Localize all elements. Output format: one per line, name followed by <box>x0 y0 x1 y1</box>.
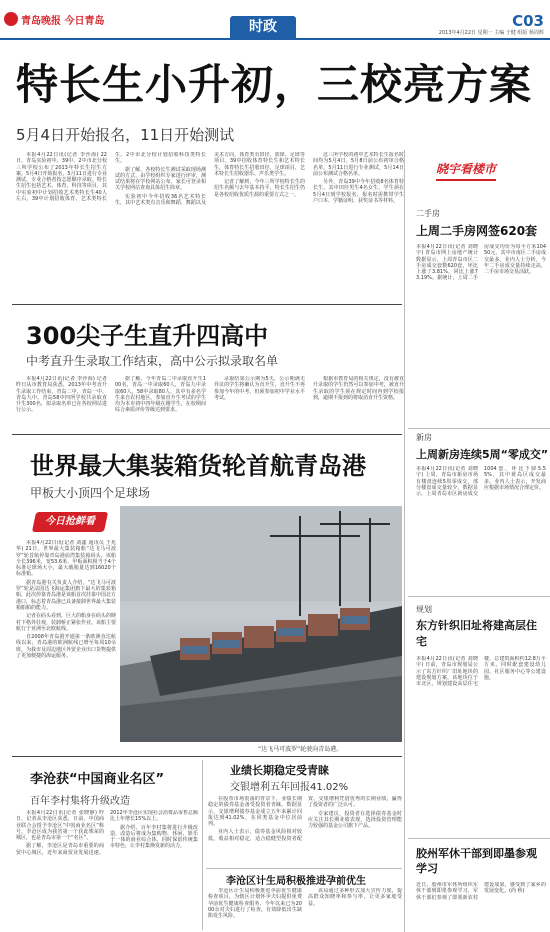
story6-headline: 李沧区计生局积极推进孕前优生 <box>226 876 366 887</box>
logo-text: 青岛晚报 今日青岛 <box>21 15 105 27</box>
story4-subheadline: 百年李村集将升级改造 <box>30 796 130 807</box>
story1-headline: 特长生小升初，三校亮方案 <box>16 60 533 109</box>
story5-para: 业内人士表示，债券基金风险相对较低，收益相对稳定，适合稳健型投资者配置。交银增利凭借优秀的长期业绩，赢得了投资者的广泛认可。 <box>208 796 402 842</box>
section-rule <box>12 756 402 757</box>
sidebar-headline-text: 东方针织旧址将建高层住宅 <box>416 619 537 648</box>
story3-para: 本报4月22日讯(记者 刘鑫 通讯员 王兆华) 21日，世界最大集装箱船“达飞马可波罗”轮首航停靠青岛港前湾集装箱码头。该船全长396米，宽53.6米，甲板面积相当于4个标准足球场大小，最大载箱量达到16020个标准箱。 <box>16 540 116 578</box>
masthead <box>0 0 550 38</box>
story5-subheadline: 交银增利五年回报41.02% <box>230 782 349 793</box>
story3-para: 据青岛港有关负责人介绍，“达飞马可波罗”轮是法国达飞海运集团旗下最大的集装箱船，此次停靠青岛港是该船首次挂靠中国北方港口，标志着青岛港已具备接卸世界最大集装箱船舶的能力。 <box>16 579 116 611</box>
section-rule <box>12 304 402 305</box>
story1-body <box>16 152 404 302</box>
story1-para: 本报4月22日讯(记者 李沙海) 22日，青岛实验初中、39中、2中市北分校三所学校公布了2013年特长生招生方案。5月4日开始报名，5月11日进行专业测试，专业合格者按志愿顺序录取。特长生招生包括艺术、体育、科技等项目，其中实验初中计划招收艺术类特长生40人左右，39中计划招收体育、艺术类特长生。2中市北分校计划招收科技类特长生。 <box>16 152 206 203</box>
sidebar-body: 本报4月22日讯(记者 刘晓宇) 日前，青岛市规划局公示了东方针织厂旧址地块的建设规划方案，该地块位于市北区，规划建设高层住宅楼，总建筑面积约12.8万平方米，同时配套建设幼儿园、社区服务中心等公建设施。 <box>416 656 546 688</box>
newspaper-logo <box>4 11 104 27</box>
column-divider <box>202 760 203 930</box>
logo-icon <box>4 12 18 26</box>
story6-para: 该局通过多种形式加大宣传力度，提高群众知晓率和参与率，让更多家庭受益。 <box>308 888 402 907</box>
section-rule <box>206 868 402 869</box>
story5-headline: 业绩长期稳定受青睐 <box>230 764 329 777</box>
sidebar-body: 近日，胶州市军休所组织军休干部到即墨参观学习，军休干部们参观了即墨新农村建设成果，感受到了家乡的发展变化。(尚 秋) <box>416 882 546 901</box>
sidebar-headline <box>416 618 546 650</box>
sidebar-body: 本报4月22日讯(记者 刘晓宇) 青岛市网上房地产统计数据显示，上周青岛市区二手房成交套数620套，环比上涨了3.81%，同比上涨73.19%。据统计，上周二手房成交均价为每平方米10450元，其中市南区二手房成交最多。业内人士分析，今年二手房成交量持续走高，二手房市场交易活跃。 <box>416 244 546 282</box>
story6-body <box>208 888 402 930</box>
ship-illustration <box>120 506 402 742</box>
story4-para: 据了解，李沧区是青岛市重要的商贸中心城区，近年来商贸业发展迅速。2012年李沧区实现社会消费品零售总额比上年增长15%以上。 <box>16 810 198 856</box>
story3-headline: 世界最大集装箱货轮首航青岛港 <box>30 452 366 480</box>
brand-tag-text: 今日抢鲜看 <box>45 516 95 527</box>
story3-para: 记者在码头看到，巨大的船身在码头的映衬下格外壮观，装卸桥正紧张作业。该船主要航行于亚洲至北欧航线。 <box>16 613 116 632</box>
story4-headline: 李沧获“中国商业名区” <box>30 772 165 787</box>
column-logo <box>436 160 516 194</box>
story1-para: 记者了解到，今年三所学校特长生的招生名额与去年基本持平，特长生招生仍是各校招收优质生源的重要方式之一。 <box>214 179 305 198</box>
section-label: 时政 <box>249 19 277 35</box>
section-rule <box>12 434 402 435</box>
story2-subheadline: 中考直升生录取工作结束，高中公示拟录取名单 <box>26 354 279 368</box>
story2-para: 本报4月22日讯(记者 李沙海) 记者昨日从市教育局获悉，2013年中考直升生录取工作结束，青岛二中、青岛一中、青岛九中、青岛58中四所学校共录取直升生300名，拟录取名单已在各校网站进行公示。 <box>16 376 107 414</box>
sidebar-rule <box>408 428 550 429</box>
sidebar-body: 本报4月22日讯(记者 刘晓宇) 上周，青岛市新房市场有楼盘连续5周零成交，部分楼盘成交量较少。数据显示，上周青岛市区新房成交1004套，环比下降5.55%，其中黄岛区成交最多。业内人士表示，开发商应根据市场情况合理定价。 <box>416 466 546 498</box>
story5-body <box>208 796 402 866</box>
story4-para: 据介绍，百年李村集将进行升级改造，改造后将成为集购物、休闲、娱乐于一体的商业综合体，同时保留传统集市特色，让李村集焕发新的活力。 <box>110 824 198 850</box>
sidebar-kicker: 二手房 <box>416 209 440 218</box>
ship-photo <box>120 506 402 742</box>
story4-para: 本报4月22日讯(记者 张晓静) 昨日，记者从李沧区获悉，日前，中国商业联合会授予李沧区“中国商业名区”称号。李沧区成为我省第一个获此殊荣的城区，也是青岛市第一个“名区”。 <box>16 810 104 842</box>
story1-subheadline: 5月4日开始报名，11日开始测试 <box>16 126 235 144</box>
story5-para: 专家建议，投资者在选择债券基金时应关注其长期业绩表现，选择投资管理能力较强的基金公司旗下产品。 <box>308 810 402 830</box>
sidebar-headline: 上周新房连续5周“零成交” <box>416 448 549 461</box>
sidebar-headline-text: 胶州军休干部到即墨参观学习 <box>416 847 537 875</box>
story2-body <box>16 376 404 428</box>
column-logo-text: 晓宇看楼市 <box>436 162 497 176</box>
story2-para: 根据市教育局的相关规定，没有被直升录取的学生仍然可以参加中考，被直升生录取的学生须在规定时间内到学校报到，逾期不报到的将取消直升生资格。 <box>313 376 404 401</box>
sidebar-headline <box>416 846 546 876</box>
story3-subheadline: 甲板大小顶四个足球场 <box>30 486 151 500</box>
story2-headline: 300尖子生直升四高中 <box>26 322 269 350</box>
sidebar-kicker: 规划 <box>416 605 432 614</box>
sidebar-headline: 上周二手房网签620套 <box>416 224 538 238</box>
masthead-rule <box>0 38 550 40</box>
sidebar-kicker: 新房 <box>416 433 432 442</box>
story1-para: 据了解，各校特长生测试采取现场测试的方式，由学校组织专家进行评审，测试结果将在学校网站公布。家长可登录相关学校网站查询具体招生简章。 <box>115 166 206 192</box>
story1-para: 实验初中今年招收36名艺术特长生，其中艺术类有音乐和舞蹈、舞蹈以及美术方向，体育类有田径、篮球、足球等项目。39中招收体育特长生和艺术特长生，体育特长生招收田径、足球项目，艺术特长生招收器乐、声乐类学生。 <box>115 152 305 207</box>
story5-para: 在股票市场震荡的背景下，业绩长期稳定的债券基金备受投资者青睐。数据显示，交银增利债券基金成立五年来累计回报达到41.02%，在同类基金中位居前列。 <box>208 796 302 828</box>
story6-para: 李沧区计生局积极推进孕前优生健康检查项目，为辖区计划怀孕夫妇提供免费孕前优生健康检查服务，今年以来已为2000余对夫妇进行了检查，有效降低出生缺陷发生风险。 <box>208 888 302 920</box>
story3-body <box>16 540 116 748</box>
story1-para: 另外，青岛39中今年招收8名体育特长生，其中田径男生4名女生，学生须在5月4日到学校报名。报名时需携带学生户口本、学籍证明、获奖证书等材料。 <box>313 179 404 205</box>
story1-para: 这三所学校的初中艺术特长生报名时间均为5月4日，5月8日前公布初审合格名单，5月11日进行专业测试，5月14日前公布测试合格名单。 <box>313 152 404 177</box>
page-number: C03 <box>512 12 544 30</box>
sidebar-rule <box>408 838 550 839</box>
sidebar-rule <box>408 596 550 597</box>
sidebar-divider <box>404 150 405 932</box>
column-logo-underline <box>436 179 496 181</box>
story2-para: 录取结果公示期为5天，公示期满无异议的学生将确认为直升生，直升生不再参加今年的中考，但须参加初中学业水平考试。 <box>214 376 305 401</box>
story3-para: 自2008年青岛港开通第一条欧洲直达航线以来，青岛港的欧洲航线已增至每周10余班，为我市及周边地区外贸企业出口货物提供了更加便捷的海运服务。 <box>16 634 116 660</box>
story2-para: 据了解，今年青岛二中录取直升生100名，青岛一中录取60人，青岛九中录取60人，58中录取80人，其中有多名学生来自农村地区。参加直升生考试的学生均为本市初中四年级在籍学生，在校期间综合素质评价等级达到要求。 <box>115 376 206 414</box>
brand-tag <box>34 508 106 536</box>
story4-body <box>16 810 198 928</box>
photo-caption: “达飞马可波罗”轮驶向青岛港。 <box>258 746 343 753</box>
dateline: 2013年4月22日 星期一 主编 于健 组版 杨周辉 <box>438 30 544 36</box>
